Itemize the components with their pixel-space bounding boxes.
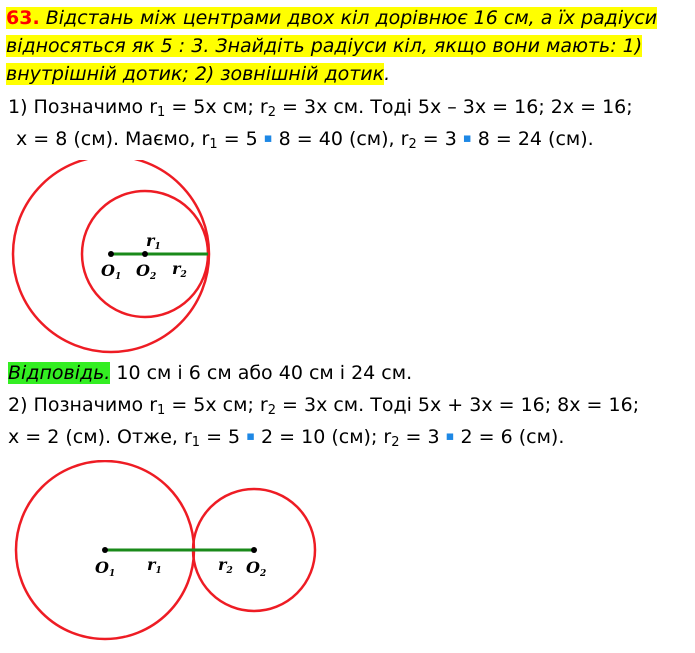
center-o1-dot	[102, 547, 108, 553]
text: = 3	[399, 426, 446, 448]
multiply-dot: ▪	[263, 131, 273, 146]
answer-line	[8, 360, 412, 386]
subscript: 2	[391, 435, 400, 450]
text: 8 = 40 (см), r	[272, 128, 409, 150]
text: = 5x см; r	[165, 96, 268, 118]
text: x = 8 (см). Маємо, r	[16, 128, 210, 150]
multiply-dot: ▪	[445, 429, 455, 444]
text: 8 = 24 (см).	[471, 128, 594, 150]
figure-external-tangency	[0, 460, 330, 653]
part1-line1	[8, 94, 633, 126]
text: 1) Позначимо r	[8, 96, 158, 118]
label-r2: r2	[218, 555, 233, 576]
text: 2 = 10 (см); r	[255, 426, 392, 448]
subscript: 1	[157, 105, 166, 120]
label-r2: r2	[172, 259, 187, 280]
subscript: 1	[191, 435, 201, 450]
figure-internal-tangency	[0, 160, 260, 360]
center-o2-dot	[251, 547, 257, 553]
text: x = 2 (см). Отже, r	[8, 426, 192, 448]
text: = 3x см. Тоді 5x – 3x = 16; 2x = 16;	[275, 96, 633, 118]
answer-label: Відповідь.	[8, 362, 111, 384]
text: = 5	[200, 426, 247, 448]
center-o2-dot	[142, 251, 148, 257]
label-o2: O2	[136, 261, 157, 282]
label-o1: O1	[95, 558, 116, 579]
subscript: 1	[157, 403, 166, 418]
task-highlight	[6, 7, 657, 85]
subscript: 2	[267, 105, 276, 120]
multiply-dot: ▪	[462, 131, 472, 146]
text: 2 = 6 (см).	[454, 426, 565, 448]
label-r1: r1	[146, 231, 161, 252]
text: = 5x см; r	[165, 394, 268, 416]
subscript: 2	[267, 403, 276, 418]
text: 2) Позначимо r	[8, 394, 158, 416]
label-r1: r1	[147, 555, 162, 576]
subscript: 2	[408, 137, 417, 152]
multiply-dot: ▪	[246, 429, 256, 444]
label-o1: O1	[101, 261, 122, 282]
part2-line1	[8, 392, 639, 424]
text: = 3	[416, 128, 463, 150]
label-o2: O2	[246, 558, 267, 579]
task-statement	[6, 4, 689, 88]
subscript: 1	[209, 137, 218, 152]
text: = 3x см. Тоді 5x + 3x = 16; 8x = 16;	[275, 394, 640, 416]
task-text: Відстань між центрами двох кіл дорівнює 16 см, а їх радіуси відносяться як 5 : 3. Знайдіть радіуси кіл, якщо вони мають: 1) внутрішній дотик; 2) зовнішній дотик	[6, 7, 658, 85]
answer-text: 10 см і 6 см або 40 см і 24 см.	[110, 362, 413, 384]
part2-line2	[8, 424, 564, 456]
text: = 5	[217, 128, 264, 150]
part1-line2	[16, 126, 594, 158]
center-o1-dot	[108, 251, 114, 257]
task-number: 63.	[6, 7, 40, 29]
task-end: .	[384, 63, 391, 85]
